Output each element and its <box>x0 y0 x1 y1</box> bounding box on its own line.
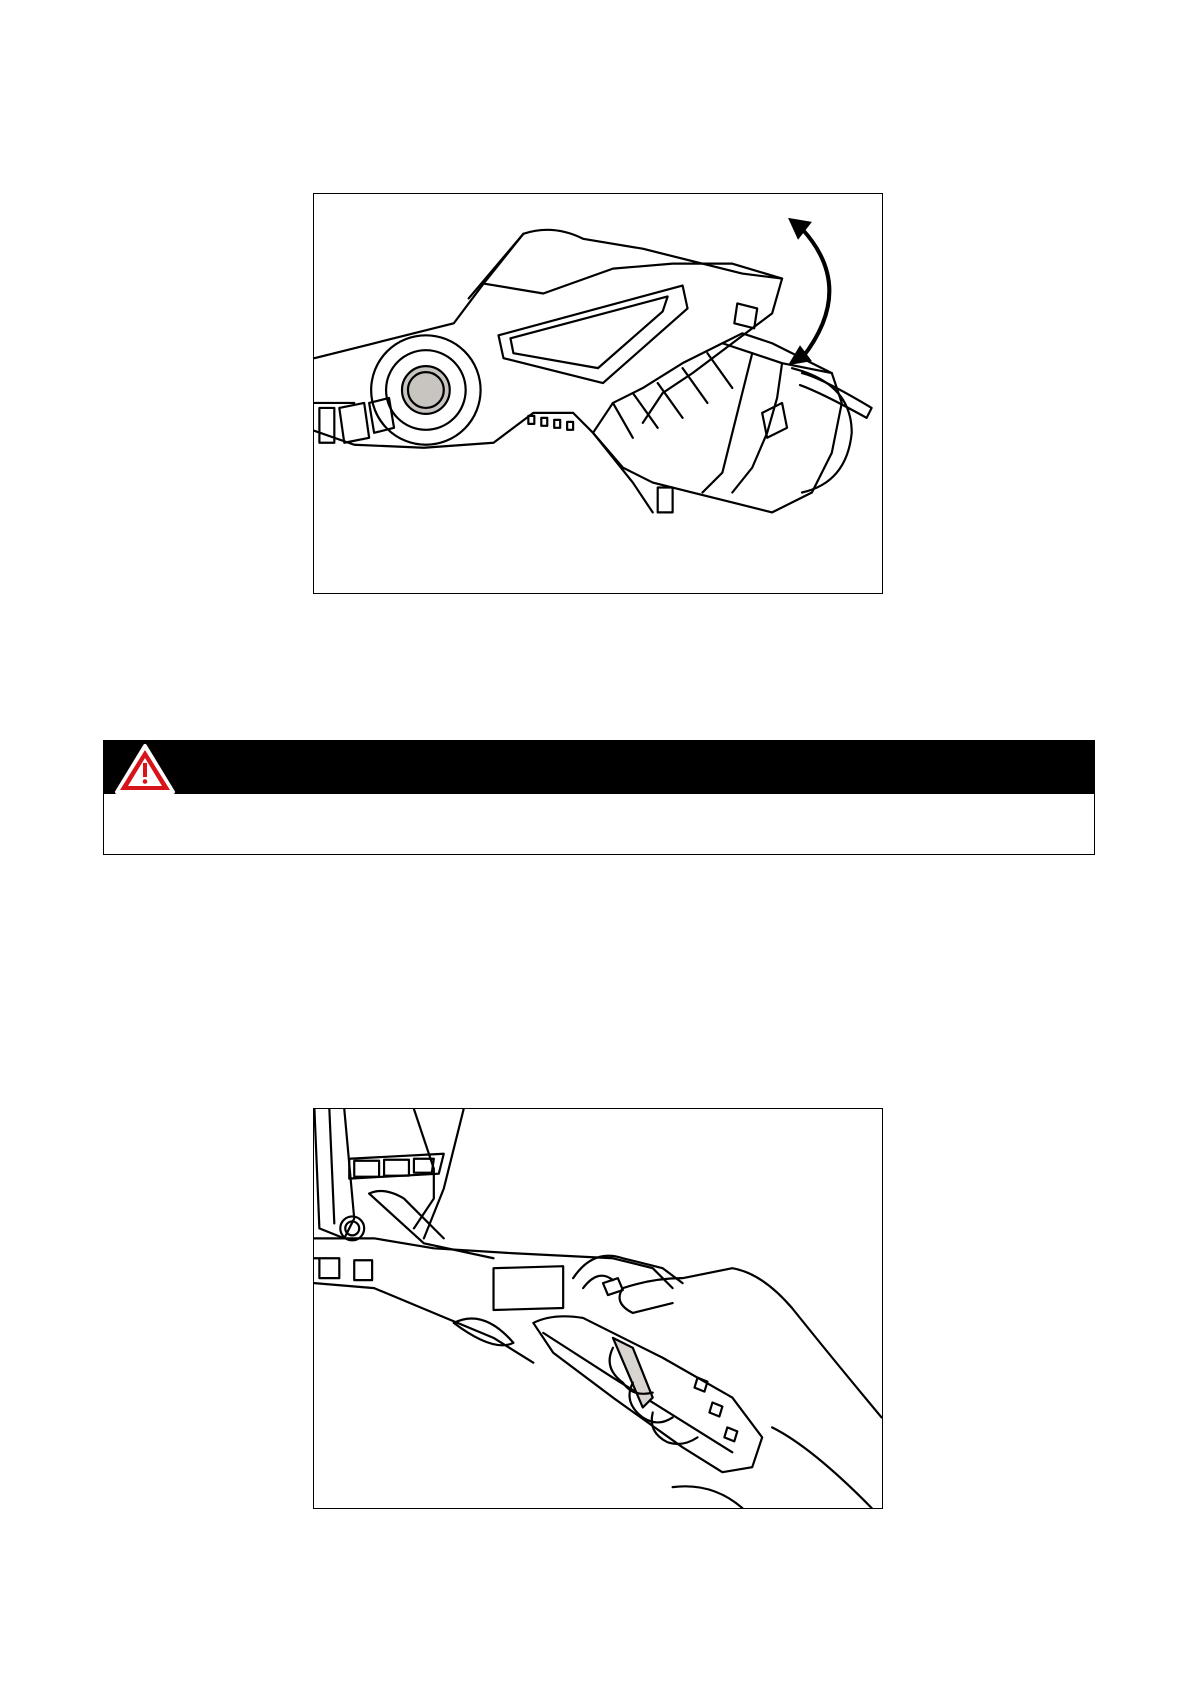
warning-header <box>104 741 1094 794</box>
headlamp-tilt-illustration <box>314 194 882 593</box>
figure-hand-on-trigger <box>313 1108 883 1509</box>
warning-box <box>103 740 1095 855</box>
hand-on-trigger-illustration <box>314 1109 882 1508</box>
double-curved-arrow-icon <box>788 218 829 365</box>
figure-headlamp-tilt <box>313 193 883 594</box>
warning-triangle-icon <box>114 743 176 795</box>
